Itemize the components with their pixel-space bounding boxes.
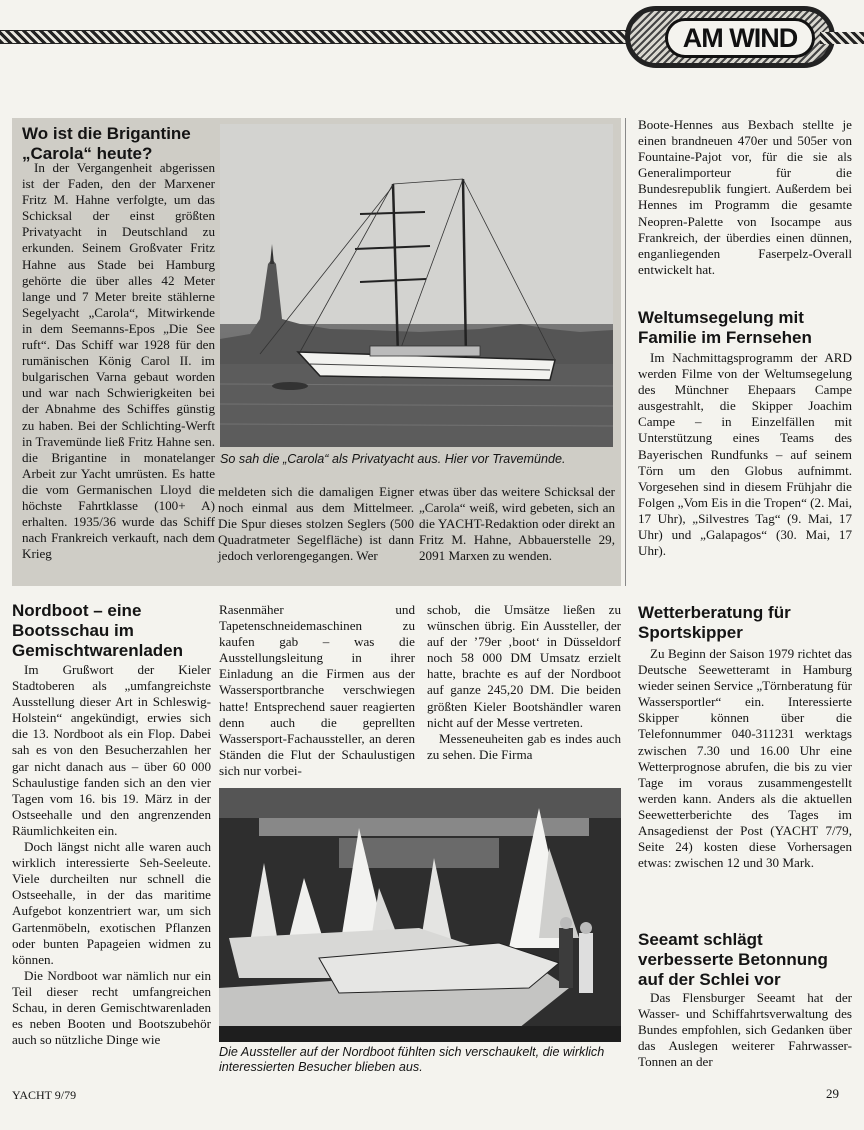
carola-photo-caption: So sah die „Carola“ als Privatyacht aus. Hier vor Travemünde. bbox=[220, 452, 566, 466]
issue-label: YACHT 9/79 bbox=[12, 1088, 77, 1102]
hennes-para: Boote-Hennes aus Bexbach stellte je einen brandneuen 470er und 505er von Fountaine-Pajot vor, für die sie als Generalimporteur für die Bundesrepublik fungiert. Außerdem bei Hennes im Programm die gesamte Neopren-Palette von Isocampe aus Frankreich, der überdies einen dünnen, enganliegenden Faserpelz-Overall entwickelt hat. bbox=[638, 117, 852, 277]
nordboot-col1 bbox=[12, 662, 211, 1048]
page-number: 29 bbox=[826, 1086, 839, 1101]
nordboot-photo-caption: Die Aussteller auf der Nordboot fühlten sich verschaukelt, die wirklich interessierten Besucher blieben aus. bbox=[219, 1045, 605, 1074]
box-col2 bbox=[218, 484, 414, 564]
nordboot-col1-para3: Die Nordboot war nämlich nur ein Teil dieser recht umfangreichen Schau, in deren Gemischtwarenladen es neben Booten und Bootszubehör auch so nützliche Dinge wie bbox=[12, 967, 211, 1048]
weltumsegelung-text bbox=[638, 350, 852, 559]
rope-border-right bbox=[820, 32, 864, 44]
weltumsegelung-para: Im Nachmittagsprogramm der ARD werden Filme von der Weltumsegelung des Münchner Ehepaars Campe ausgestrahlt, die Skipper Joachim Campe – in Einzelfällen mit Unterstützung eines Teams des Bayerischen Rundfunks – auf seinem Törn um den Globus aufnimmt. Vorgesehen sind in diesem Frühjahr die Folgen „Vom Eis in die Tropen“ (2. Mai, 17 Uhr), „Silvestres Tag“ (9. Mai, 17 Uhr) und „Galapagos“ (30. Mai, 17 Uhr). bbox=[638, 350, 852, 559]
wetter-para: Zu Beginn der Saison 1979 richtet das Deutsche Seewetteramt in Hamburg wieder seinen Service „Törnberatung für Wassersportler“ ein. Interessierte Skipper können über die Telefonnummer 040-311231 werktags zwischen 7.30 und 16.00 Uhr eine Wetterprognose abrufen, die bis zu vier Tage im voraus zusammengestellt werden kann. Anders als die aktuellen Seewetterberichte des Tages im Ansagedienst der Post (YACHT 7/79, Seite 24) kosten diese Vorhersagen etwas: zwischen 12 und 30 Mark. bbox=[638, 646, 852, 871]
box-col3-para: etwas über das weitere Schicksal der „Carola“ weiß, wird gebeten, sich an die YACHT-Redaktion oder direkt an Fritz M. Hahne, Abbauerstelle 29, 2091 Marxen zu wenden. bbox=[419, 484, 615, 564]
carola-photo bbox=[220, 124, 613, 447]
rope-border bbox=[0, 30, 670, 44]
hennes-continued bbox=[638, 117, 852, 278]
nordboot-col3-para2: Messeneuheiten gab es indes auch zu sehen. Die Firma bbox=[427, 730, 621, 762]
weltumsegelung-title: Weltumsegelung mit Familie im Fernsehen bbox=[638, 308, 812, 347]
seeamt-para: Das Flensburger Seeamt hat der Wasser- und Schiffahrtsverwaltung des Bundes empfohlen, sich Gedanken über das Auslegen weiterer Fahrwasser-Tonnen an der bbox=[638, 990, 852, 1070]
section-label: AM WIND bbox=[665, 18, 815, 58]
nordboot-col1-para1: Im Grußwort der Kieler Stadtoberen als „umfangreichste Ausstellung dieser Art in Schleswig-Holstein“ angekündigt, erwies sich die 13. Nordboot als ein Flop. Dabei sah es von den Besucherzahlen her gar nicht danach aus – über 60 000 Schaulustige fanden sich an den vier Tagen vom 16. bis 19. März in der Ostseehalle und den angrenzenden Räumlichkeiten ein. bbox=[12, 662, 211, 838]
nordboot-col3-para1: schob, die Umsätze ließen zu wünschen übrig. Ein Aussteller, der auf der ’79er ‚boot‘ in Düsseldorf noch 58 000 DM Umsatz erzielt hatte, brachte es auf der Nordboot auf ganze 245,20 DM. Die beiden größten Kieler Bootshändler waren nicht auf der Messe vertreten. bbox=[427, 602, 621, 730]
seeamt-text bbox=[638, 990, 852, 1070]
box-col2-para: meldeten sich die damaligen Eigner noch einmal aus dem Mittelmeer. Die Spur dieses stolzen Seglers (500 Quadratmeter Segelfläche) ist dann jedoch verlorengegangen. Wer bbox=[218, 484, 414, 564]
box-col1-para: In der Vergangenheit abgerissen ist der Faden, den der Marxener Fritz M. Hahne verfolgte, um das Schicksal der einst größten Privatyacht in Deutschland zu erkunden. Seinem Großvater Fritz Hahne aus Stade bei Hamburg gehörte die über alles 42 Meter lange und 7 Meter breite stählerne Segelyacht „Carola“, Mitwirkende in dem Seemanns-Epos „Die See ruft“. Das Schiff war 1928 für den rumänischen König Carol II. im bulgarischen Varna gebaut worden und war nach Schwierigkeiten bei der Abnahme des Schiffes günstig zu haben. Bei der Schlichting-Werft in Travemünde ließ Fritz Hahne sen. die Brigantine in monatelanger Arbeit zur Yacht umrüsten. Es hatte die vom Germanischen Lloyd die höchste Fahrtklasse (100+ A) erhalten. 1935/36 wurde das Schiff nach Frankreich verkauft, nach dem Krieg bbox=[22, 160, 215, 562]
nordboot-col2-para: Rasenmäher und Tapetenschneidemaschinen zu kaufen gab – was die Ausstellungsleitung in ihrer Einladung an die Firmen aus der Wassersportbranche verschwiegen hatte! Entsprechend sauer reagierten denn auch die geprellten Wassersport-Fachaussteller, an deren Ständen die Flut der Schaulustigen sich nur vorbei- bbox=[219, 602, 415, 778]
nordboot-col2 bbox=[219, 602, 415, 779]
box-col3 bbox=[419, 484, 615, 564]
nordboot-col3 bbox=[427, 602, 621, 763]
nordboot-col1-para2: Doch längst nicht alle waren auch wirklich interessierte Seh-Seeleute. Viele durcheilten nur schnell die Ostseehalle, in der das maritime Aufgebot konzentriert war, um sich Gartenmöbeln, exotischen Pflanzen oder bunten Papageien widmen zu können. bbox=[12, 839, 211, 967]
box-title: Wo ist die Brigantine „Carola“ heute? bbox=[22, 124, 191, 163]
nordboot-title: Nordboot – eine Bootsschau im Gemischtwarenladen bbox=[12, 601, 184, 660]
seeamt-title: Seeamt schlägt verbesserte Betonnung auf der Schlei vor bbox=[638, 930, 828, 989]
wetter-text bbox=[638, 646, 852, 871]
wetter-title: Wetterberatung für Sportskipper bbox=[638, 603, 791, 642]
box-col1 bbox=[22, 160, 215, 562]
column-divider bbox=[625, 118, 626, 586]
nordboot-photo bbox=[219, 788, 621, 1042]
